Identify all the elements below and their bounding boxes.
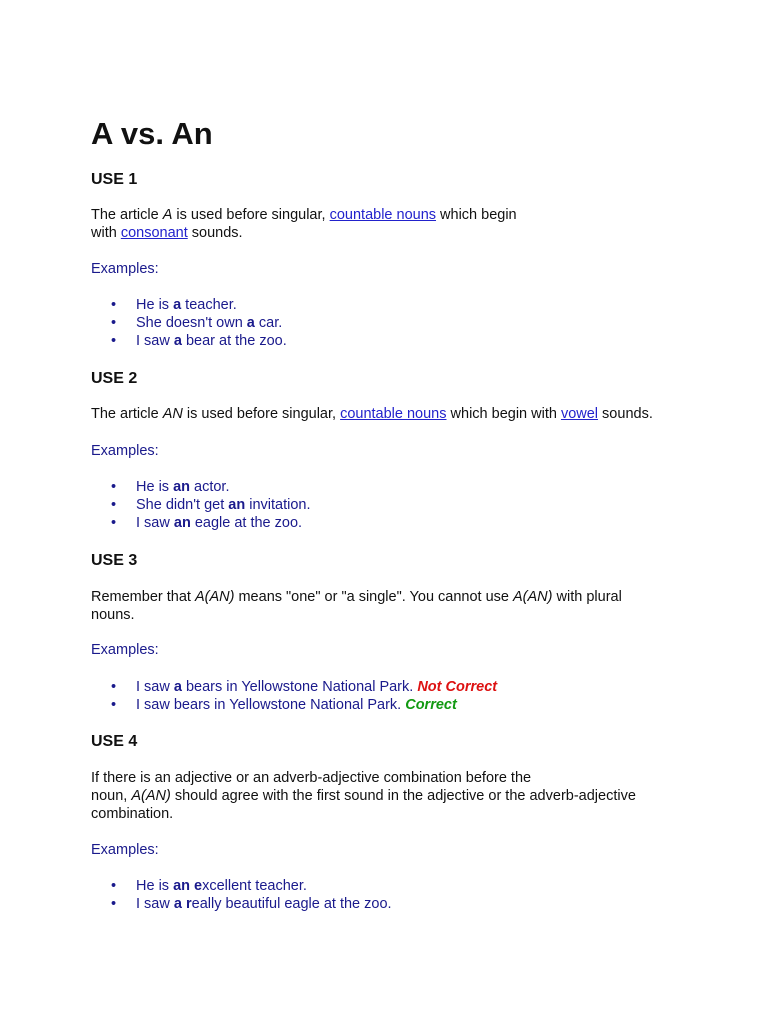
list-item: • I saw a bear at the zoo. <box>91 332 287 350</box>
use3-examples-label: Examples: <box>91 642 159 658</box>
use1-heading: USE 1 <box>91 171 138 188</box>
countable-nouns-link[interactable]: countable nouns <box>329 207 437 223</box>
use4-example-list <box>91 877 392 913</box>
vowel-link[interactable]: vowel <box>560 406 599 422</box>
list-item: • She doesn't own a car. <box>91 314 287 332</box>
page-title: A vs. An <box>91 116 213 151</box>
countable-nouns-link-2[interactable]: countable nouns <box>340 406 447 422</box>
use2-heading: USE 2 <box>91 370 138 387</box>
list-item: • He is an excellent teacher. <box>91 877 392 895</box>
use4-rule: If there is an adjective or an adverb-adjective combination before the noun, A(AN) should agree with the first sound in the adjective or the adverb-adjective combination. <box>91 770 636 822</box>
consonant-link[interactable]: consonant <box>120 225 188 241</box>
use2-example-list <box>91 478 310 532</box>
use3-example-list <box>91 678 497 714</box>
use1-examples-label: Examples: <box>91 261 159 277</box>
list-item: • She didn't get an invitation. <box>91 496 310 514</box>
use3-heading: USE 3 <box>91 552 138 569</box>
use1-example-list <box>91 296 287 350</box>
not-correct-label: Not Correct <box>417 679 498 695</box>
use2-examples-label: Examples: <box>91 443 159 459</box>
list-item: • I saw a really beautiful eagle at the zoo. <box>91 895 392 913</box>
use1-rule: The article A is used before singular, countable nouns which begin with consonant sounds. <box>91 207 517 241</box>
correct-label: Correct <box>405 697 457 713</box>
list-item: • He is a teacher. <box>91 296 287 314</box>
list-item: • I saw bears in Yellowstone National Park. Correct <box>91 696 497 714</box>
use2-rule: The article AN is used before singular, countable nouns which begin with vowel sounds. <box>91 406 653 422</box>
use4-heading: USE 4 <box>91 733 138 750</box>
use4-examples-label: Examples: <box>91 842 159 858</box>
list-item: • I saw an eagle at the zoo. <box>91 514 310 532</box>
use3-rule: Remember that A(AN) means "one" or "a single". You cannot use A(AN) with plural nouns. <box>91 589 622 623</box>
list-item: • He is an actor. <box>91 478 310 496</box>
list-item: • I saw a bears in Yellowstone National Park. Not Correct <box>91 678 497 696</box>
